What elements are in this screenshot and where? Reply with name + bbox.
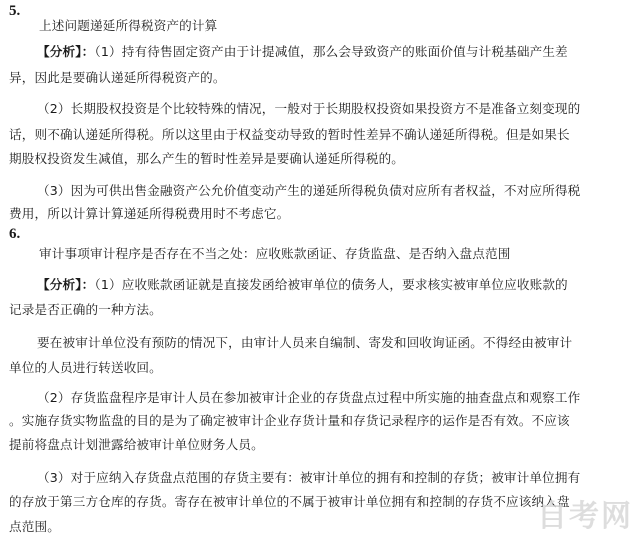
paragraph-line: 单位的人员进行转送收回。 xyxy=(9,360,162,375)
question-number: 5. xyxy=(9,3,21,19)
paragraph-text: （1）持有待售固定资产由于计提减值，那么会导致资产的账面价值与计税基础产生差 xyxy=(94,44,568,59)
watermark-logo: 自考网 xyxy=(537,499,633,534)
paragraph-text: （1）应收账款函证就是直接发函给被审单位的债务人，要求核实被审单位应收账款的 xyxy=(94,277,568,292)
question-number: 6. xyxy=(9,226,21,242)
paragraph-line: （2）存货监盘程序是审计人员在参加被审计企业的存货盘点过程中所实施的抽查盘点和观察工作 xyxy=(37,390,581,405)
paragraph-line: （3）因为可供出售金融资产公允价值变动产生的递延所得税负债对应所有者权益，不对应所得税 xyxy=(37,183,581,198)
analysis-paragraph-line xyxy=(37,44,568,60)
analysis-paragraph-line xyxy=(37,277,568,293)
paragraph-line: 提前将盘点计划泄露给被审计单位财务人员。 xyxy=(9,437,264,452)
paragraph-line: 异，因此是要确认递延所得税资产的。 xyxy=(9,70,226,85)
paragraph-line: （2）长期股权投资是个比较特殊的情况，一般对于长期股权投资如果投资方不是准备立刻变现的 xyxy=(37,101,581,116)
paragraph-line: 要在被审计单位没有预防的情况下，由审计人员来自编制、寄发和回收询证函。不得经由被审计 xyxy=(37,335,573,350)
paragraph-line: 点范围。 xyxy=(9,519,60,534)
analysis-label: 【分析】： xyxy=(37,44,95,59)
paragraph-line: （3）对于应纳入存货盘点范围的存货主要有：被审计单位的拥有和控制的存货；被审计单位拥有 xyxy=(37,470,581,485)
paragraph-line: 期股权投资发生减值，那么产生的暂时性差异是要确认递延所得税的。 xyxy=(9,151,405,166)
paragraph-line: 。实施存货实物监盘的目的是为了确定被审计企业存货计量和存货记录程序的运作是否有效。不应该 xyxy=(9,413,570,428)
question-title: 审计事项审计程序是否存在不当之处：应收账款函证、存货监盘、是否纳入盘点范围 xyxy=(39,246,511,261)
question-title: 上述问题递延所得税资产的计算 xyxy=(39,18,218,33)
analysis-label: 【分析】： xyxy=(37,277,95,292)
paragraph-line: 费用，所以计算计算递延所得税费用时不考虑它。 xyxy=(9,206,290,221)
paragraph-line: 记录是否正确的一种方法。 xyxy=(9,302,162,317)
paragraph-line: 的存放于第三方仓库的存货。寄存在被审计单位的不属于被审计单位拥有和控制的存货不应该纳入盘 xyxy=(9,494,570,509)
paragraph-line: 话，则不确认递延所得税。所以这里由于权益变动导致的暂时性差异不确认递延所得税。但是如果长 xyxy=(9,127,570,142)
